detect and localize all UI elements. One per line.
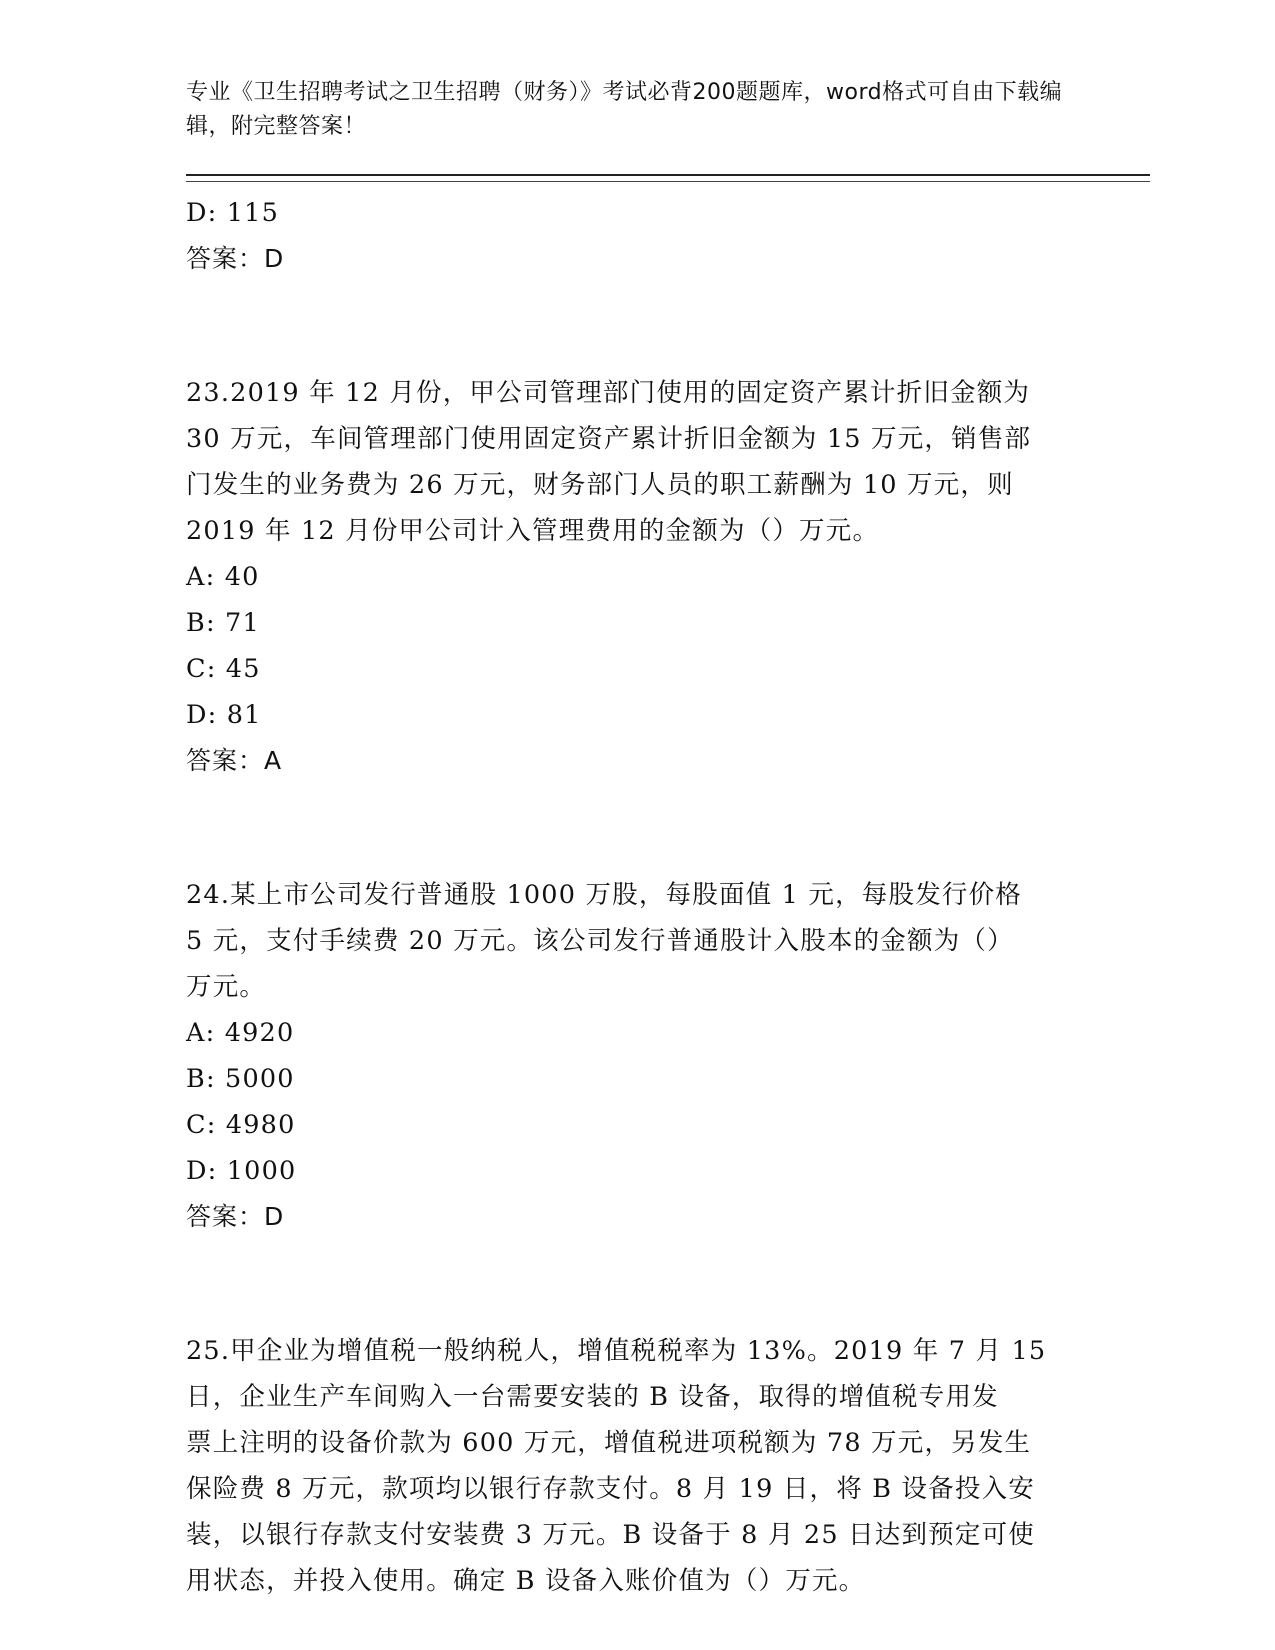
question-23-option-b: B: 71: [186, 608, 260, 638]
question-24-option-b: B: 5000: [186, 1064, 295, 1094]
question-23-text: 23.2019 年 12 月份，甲公司管理部门使用的固定资产累计折旧金额为 30 万元，车间管理部门使用固定资产累计折旧金额为 15 万元，销售部 门发生的业务费为 26 万元，财务部门人员的职工薪酬为 10 万元，则 2019 年 12 月份甲公司计入管理费用的金额为（）万元。: [186, 378, 1032, 546]
question-23-answer: 答案：A: [186, 746, 283, 775]
spacer: [186, 282, 1086, 370]
document-body: [186, 190, 1086, 1604]
document-header: 专业《卫生招聘考试之卫生招聘（财务）》考试必背200题题库，word格式可自由下载编辑，附完整答案！: [186, 80, 1063, 139]
question-23-option-c: C: 45: [186, 654, 261, 684]
question-24-text: 24.某上市公司发行普通股 1000 万股，每股面值 1 元，每股发行价格 5 元，支付手续费 20 万元。该公司发行普通股计入股本的金额为（） 万元。: [186, 880, 1022, 1002]
question-24-option-a: A: 4920: [186, 1018, 295, 1048]
header-divider-thick: [186, 174, 1150, 176]
question-25-text: 25.甲企业为增值税一般纳税人，增值税税率为 13%。2019 年 7 月 15 日，企业生产车间购入一台需要安装的 B 设备，取得的增值税专用发 票上注明的设备价款为 600 万元，增值税进项税额为 78 万元，另发生 保险费 8 万元，款项均以银行存款支付。8 月 19 日，将 B 设备投入安 装，以银行存款支付安装费 3 万元。B 设备于 8 月 25 日达到预定可使 用状态，并投入使用。确定 B 设备入账价值为（）万元。: [186, 1336, 1047, 1596]
prev-answer: 答案：D: [186, 244, 285, 273]
spacer: [186, 784, 1086, 872]
question-24-answer: 答案：D: [186, 1202, 285, 1231]
question-24-option-d: D: 1000: [186, 1156, 297, 1186]
spacer: [186, 1240, 1086, 1328]
question-23-option-d: D: 81: [186, 700, 262, 730]
question-24-option-c: C: 4980: [186, 1110, 296, 1140]
header-divider-thin: [186, 181, 1150, 182]
prev-option-d: D: 115: [186, 198, 280, 228]
question-23-option-a: A: 40: [186, 562, 260, 592]
